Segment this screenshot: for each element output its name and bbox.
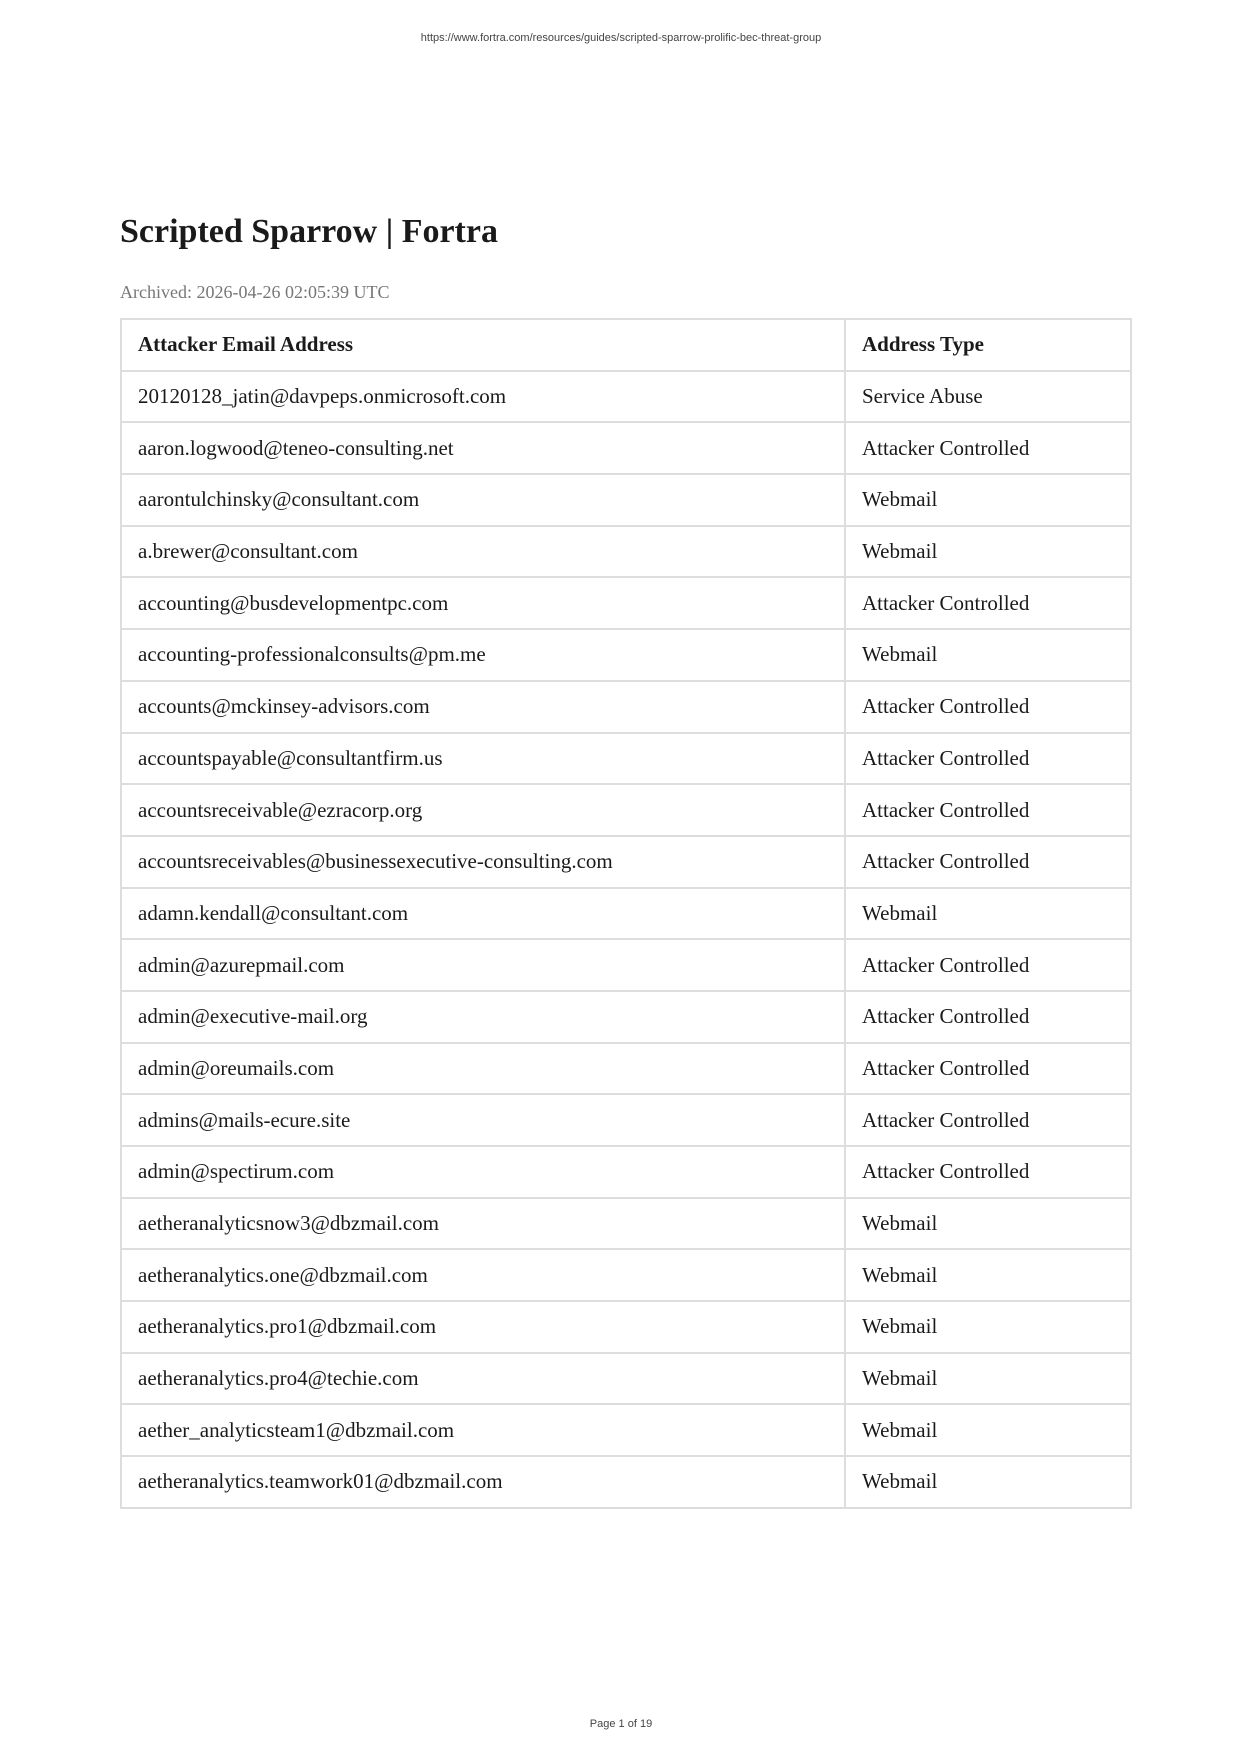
table-row <box>121 1198 1131 1250</box>
table-row <box>121 1043 1131 1095</box>
email-cell: adamn.kendall@consultant.com <box>121 888 845 940</box>
email-cell: aetheranalytics.pro1@dbzmail.com <box>121 1301 845 1353</box>
type-cell: Webmail <box>845 1301 1131 1353</box>
email-cell: 20120128_jatin@davpeps.onmicrosoft.com <box>121 371 845 423</box>
email-cell: aetheranalyticsnow3@dbzmail.com <box>121 1198 845 1250</box>
email-cell: admins@mails-ecure.site <box>121 1094 845 1146</box>
type-cell: Attacker Controlled <box>845 681 1131 733</box>
type-cell: Attacker Controlled <box>845 1043 1131 1095</box>
table-row <box>121 836 1131 888</box>
column-header-type: Address Type <box>845 319 1131 371</box>
type-cell: Attacker Controlled <box>845 733 1131 785</box>
email-cell: admin@oreumails.com <box>121 1043 845 1095</box>
email-cell: accounts@mckinsey-advisors.com <box>121 681 845 733</box>
email-cell: aetheranalytics.one@dbzmail.com <box>121 1249 845 1301</box>
column-header-email: Attacker Email Address <box>121 319 845 371</box>
type-cell: Attacker Controlled <box>845 1094 1131 1146</box>
email-cell: admin@executive-mail.org <box>121 991 845 1043</box>
type-cell: Attacker Controlled <box>845 1146 1131 1198</box>
table-header-row <box>121 319 1131 371</box>
table-row <box>121 629 1131 681</box>
table-row <box>121 371 1131 423</box>
attacker-email-table <box>120 318 1132 1509</box>
type-cell: Webmail <box>845 1456 1131 1508</box>
type-cell: Webmail <box>845 1353 1131 1405</box>
page-title: Scripted Sparrow | Fortra <box>120 213 498 250</box>
type-cell: Webmail <box>845 474 1131 526</box>
archived-timestamp: Archived: 2026-04-26 02:05:39 UTC <box>120 282 390 302</box>
type-cell: Webmail <box>845 888 1131 940</box>
email-cell: admin@spectirum.com <box>121 1146 845 1198</box>
email-cell: accounting@busdevelopmentpc.com <box>121 577 845 629</box>
table-row <box>121 888 1131 940</box>
table-row <box>121 784 1131 836</box>
type-cell: Attacker Controlled <box>845 991 1131 1043</box>
type-cell: Attacker Controlled <box>845 784 1131 836</box>
table-row <box>121 1301 1131 1353</box>
type-cell: Webmail <box>845 1198 1131 1250</box>
table-row <box>121 939 1131 991</box>
email-cell: aether_analyticsteam1@dbzmail.com <box>121 1404 845 1456</box>
page-number: Page 1 of 19 <box>589 1718 653 1730</box>
table-row <box>121 1353 1131 1405</box>
type-cell: Attacker Controlled <box>845 577 1131 629</box>
email-cell: aaron.logwood@teneo-consulting.net <box>121 422 845 474</box>
type-cell: Attacker Controlled <box>845 939 1131 991</box>
type-cell: Webmail <box>845 629 1131 681</box>
table-row <box>121 1249 1131 1301</box>
email-cell: aetheranalytics.teamwork01@dbzmail.com <box>121 1456 845 1508</box>
email-cell: accountspayable@consultantfirm.us <box>121 733 845 785</box>
type-cell: Attacker Controlled <box>845 422 1131 474</box>
email-cell: aarontulchinsky@consultant.com <box>121 474 845 526</box>
table-row <box>121 1094 1131 1146</box>
type-cell: Attacker Controlled <box>845 836 1131 888</box>
table-row <box>121 681 1131 733</box>
table-row <box>121 1456 1131 1508</box>
type-cell: Webmail <box>845 1249 1131 1301</box>
type-cell: Service Abuse <box>845 371 1131 423</box>
email-cell: accountsreceivable@ezracorp.org <box>121 784 845 836</box>
email-cell: a.brewer@consultant.com <box>121 526 845 578</box>
table-row <box>121 733 1131 785</box>
table-row <box>121 1146 1131 1198</box>
email-cell: aetheranalytics.pro4@techie.com <box>121 1353 845 1405</box>
table-row <box>121 1404 1131 1456</box>
table-row <box>121 991 1131 1043</box>
page-url-header: https://www.fortra.com/resources/guides/scripted-sparrow-prolific-bec-threat-group <box>420 32 822 44</box>
email-cell: accounting-professionalconsults@pm.me <box>121 629 845 681</box>
table-row <box>121 474 1131 526</box>
table-row <box>121 422 1131 474</box>
type-cell: Webmail <box>845 1404 1131 1456</box>
table-row <box>121 526 1131 578</box>
document-content <box>120 210 1130 1509</box>
table-row <box>121 577 1131 629</box>
email-cell: accountsreceivables@businessexecutive-consulting.com <box>121 836 845 888</box>
type-cell: Webmail <box>845 526 1131 578</box>
email-cell: admin@azurepmail.com <box>121 939 845 991</box>
